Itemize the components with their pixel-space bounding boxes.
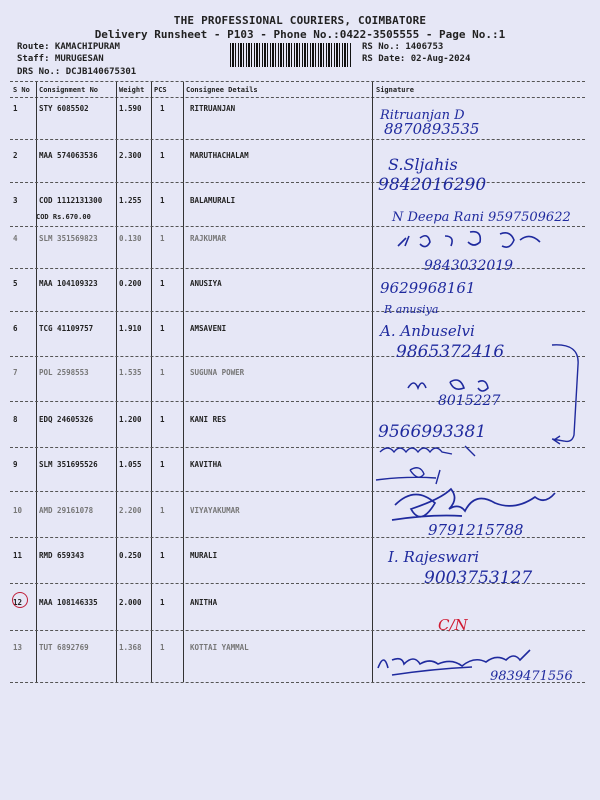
row-divider [10,583,585,584]
row-sno: 2 [13,151,18,160]
row-divider [10,182,585,183]
signature-text: C/N [438,616,468,634]
row-divider [10,311,585,312]
row-divider [10,356,585,357]
row-weight: 1.590 [119,104,142,113]
row-sno: 11 [13,551,23,560]
row-pcs: 1 [160,279,165,288]
signature-scribble [408,380,488,391]
route-label: Route: KAMACHIPURAM [17,42,120,52]
row-sno: 3 [13,196,18,205]
row-divider [10,682,585,683]
row-consignee: RITRUANJAN [190,104,236,113]
row-pcs: 1 [160,506,165,515]
row-consignee: MURALI [190,551,218,560]
row-sno: 9 [13,460,18,469]
staff-label: Staff: MURUGESAN [17,54,104,64]
row-consignee: AMSAVENI [190,324,227,333]
row-consignee: ANITHA [190,598,218,607]
row-consignee: KAVITHA [190,460,222,469]
row-pcs: 1 [160,368,165,377]
signature-text: N Deepa Rani 9597509622 [392,210,571,225]
col-consignment: Consignment No [39,86,99,94]
column-header-rule [10,97,585,98]
signature-text: R anusiya [384,303,439,316]
rs-date: RS Date: 02-Aug-2024 [362,54,471,64]
row-divider [10,268,585,269]
row-pcs: 1 [160,551,165,560]
row-weight: 1.910 [119,324,142,333]
row-consignee: KANI RES [190,415,227,424]
row-pcs: 1 [160,104,165,113]
row-consignment: SLM 351569823 [39,234,98,243]
row-pcs: 1 [160,415,165,424]
circled-mark [12,592,28,608]
row-sno: 1 [13,104,18,113]
row-consignee: SUGUNA POWER [190,368,245,377]
row-consignment: MAA 108146335 [39,598,98,607]
arrow-mark [552,345,578,444]
row-pcs: 1 [160,460,165,469]
signature-text: 9791215788 [428,521,524,539]
row-sno: 7 [13,368,18,377]
row-consignment: EDQ 24605326 [39,415,94,424]
signature-text: 9839471556 [490,669,573,684]
cod-amount: COD Rs.670.00 [36,213,91,221]
row-consignee: VIYAYAKUMAR [190,506,240,515]
row-consignee: MARUTHACHALAM [190,151,249,160]
row-divider [10,491,585,492]
row-divider [10,537,585,538]
row-divider [10,226,585,227]
row-divider [10,630,585,631]
row-consignee: BALAMURALI [190,196,236,205]
signature-text: 9566993381 [378,422,487,442]
signature-text: 9865372416 [396,342,505,362]
row-consignment: SLM 351695526 [39,460,98,469]
row-consignee: RAJKUMAR [190,234,227,243]
row-consignee: KOTTAI YAMMAL [190,643,249,652]
barcode-image [230,43,352,67]
row-sno: 4 [13,234,18,243]
row-pcs: 1 [160,234,165,243]
row-sno: 13 [13,643,23,652]
row-consignment: POL 2598553 [39,368,89,377]
row-consignment: MAA 574063536 [39,151,98,160]
row-pcs: 1 [160,643,165,652]
signature-text: 9629968161 [380,279,476,297]
col-consignee: Consignee Details [186,86,258,94]
row-weight: 2.200 [119,506,142,515]
row-weight: 2.000 [119,598,142,607]
row-weight: 1.055 [119,460,142,469]
row-divider [10,447,585,448]
column-divider [183,82,184,682]
column-divider [372,82,373,682]
col-weight: Weight [119,86,145,94]
row-weight: 2.300 [119,151,142,160]
signature-text: 9003753127 [424,568,533,588]
row-consignment: STY 6085502 [39,104,89,113]
column-divider [36,82,37,682]
row-pcs: 1 [160,196,165,205]
row-pcs: 1 [160,151,165,160]
col-sno: S No [13,86,30,94]
signature-text: I. Rajeswari [388,548,480,566]
signature-text: 8015227 [438,393,501,409]
company-title: THE PROFESSIONAL COURIERS, COIMBATORE [173,14,427,27]
row-weight: 1.368 [119,643,142,652]
row-consignment: MAA 104109323 [39,279,98,288]
row-consignment: RMD 659343 [39,551,85,560]
drs-number: DRS No.: DCJB140675301 [17,67,137,77]
row-consignee: ANUSIYA [190,279,222,288]
row-weight: 1.255 [119,196,142,205]
signature-scribble [378,650,530,675]
signature-scribble [398,232,540,247]
row-weight: 0.200 [119,279,142,288]
row-pcs: 1 [160,324,165,333]
row-divider [10,139,585,140]
row-consignment: COD 1112131300 [39,196,103,205]
runsheet-subtitle: Delivery Runsheet - P103 - Phone No.:0422-3505555 - Page No.:1 [94,28,506,41]
row-sno: 6 [13,324,18,333]
signature-text: 9843032019 [424,258,514,274]
row-sno: 12 [13,598,23,607]
row-sno: 10 [13,506,23,515]
row-sno: 8 [13,415,18,424]
column-divider [116,82,117,682]
col-signature: Signature [376,86,414,94]
signature-text: 9842016290 [378,175,487,195]
row-sno: 5 [13,279,18,288]
signature-text: Ritruanjan D [380,108,465,123]
col-pcs: PCS [154,86,167,94]
row-divider [10,401,585,402]
row-consignment: TUT 6892769 [39,643,89,652]
signature-text: S.Sljahis [388,155,458,174]
signature-text: A. Anbuselvi [380,322,475,340]
row-weight: 0.250 [119,551,142,560]
signature-text: 8870893535 [384,120,480,138]
header-rule [10,81,585,82]
row-consignment: TCG 41109757 [39,324,94,333]
row-weight: 1.535 [119,368,142,377]
row-weight: 1.200 [119,415,142,424]
rs-number: RS No.: 1406753 [362,42,444,52]
column-divider [151,82,152,682]
signature-scribble [392,489,555,520]
row-consignment: AMD 29161078 [39,506,94,515]
row-pcs: 1 [160,598,165,607]
signature-scribble [376,468,440,484]
row-weight: 0.130 [119,234,142,243]
